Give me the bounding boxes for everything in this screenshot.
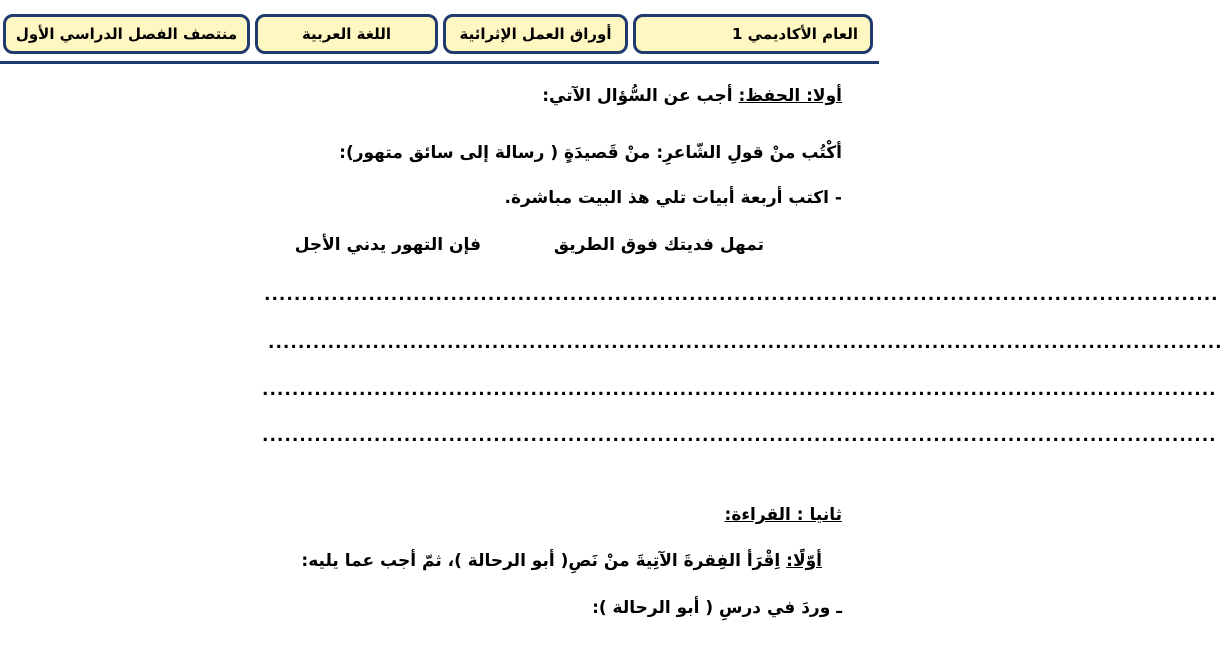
answer-line-3: ................................................................................................................................ (262, 380, 1217, 400)
section2-instruction-text: اِقْرَأ الفِقرةَ الآتِيةَ منْ نَصِ( أبو الرحالة )، ثمّ أجب عما يليه: (301, 551, 787, 571)
answer-line-2: ................................................................................................................................ (268, 333, 1223, 353)
term-box (3, 14, 250, 54)
subject-box (255, 14, 438, 54)
verse-second-hemistich: فإن التهور يدني الأجل (294, 235, 481, 255)
answer-line-1: ................................................................................................................................ (264, 285, 1219, 305)
header-bar (0, 0, 879, 66)
section2-note: ـ وردَ في درسِ ( أبو الرحالة ): (592, 598, 842, 618)
header-divider (0, 61, 879, 64)
section2-instruction (301, 551, 822, 571)
term-label: منتصف الفصل الدراسي الأول (15, 25, 238, 43)
section1-heading-label: أولا: الحفظ: (738, 86, 842, 106)
section1-heading-text: أجب عن السُّؤال الآتي: (542, 86, 739, 106)
academic-year-label: العام الأكاديمي 1 (732, 25, 858, 43)
section1-heading (542, 86, 842, 106)
section2-heading: ثانيا : القراءة: (724, 505, 842, 525)
worksheets-label: أوراق العمل الإثرائية (459, 25, 612, 43)
answer-line-4: ................................................................................................................................ (262, 426, 1217, 446)
verse-first-hemistich: تمهل فديتك فوق الطريق (553, 235, 764, 255)
academic-year-box (633, 14, 873, 54)
section2-instruction-label: أوّلًا: (786, 551, 822, 571)
worksheets-box (443, 14, 628, 54)
section1-instruction: أكْتُب منْ قولِ الشّاعرِ: منْ قَصيدَةٍ ( رسالة إلى سائق متهور): (339, 143, 842, 163)
subject-label: اللغة العربية (301, 25, 392, 43)
section1-task: - اكتب أربعة أبيات تلي هذ البيت مباشرة. (504, 188, 842, 208)
